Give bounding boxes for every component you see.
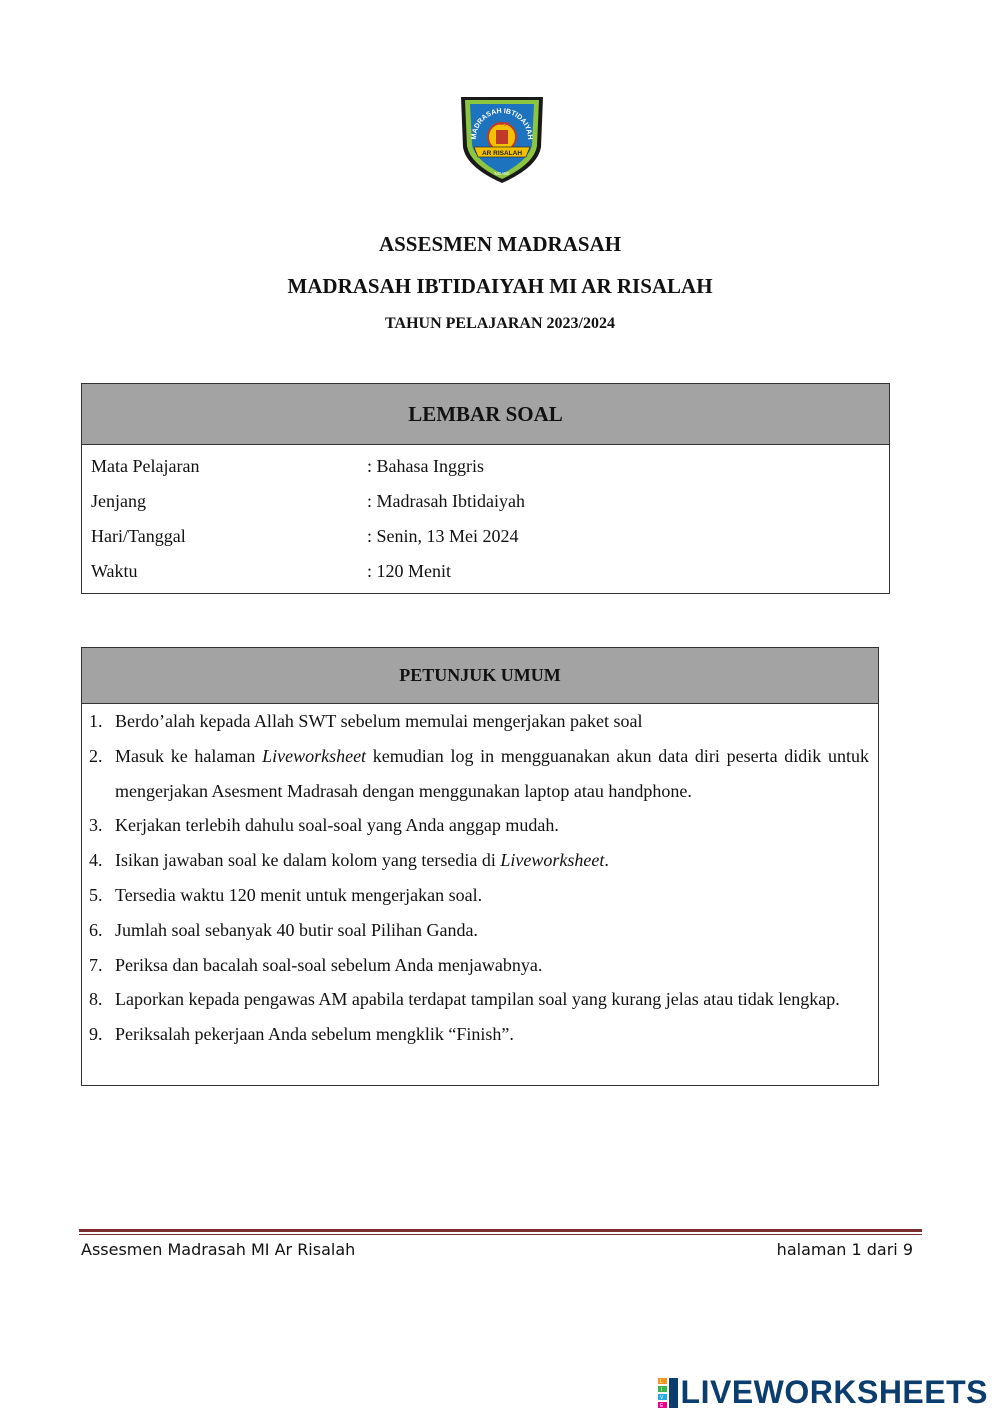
svg-text:L: L [659, 1378, 663, 1385]
liveworksheets-brand[interactable] [658, 1374, 988, 1411]
title-school: MADRASAH IBTIDAIYAH MI AR RISALAH [287, 274, 713, 298]
lembar-soal-box [81, 383, 890, 594]
footer-rule-thin [79, 1234, 922, 1235]
instruction-item: 8. Laporkan kepada pengawas AM apabila terdapat tampilan soal yang kurang jelas atau tidak lengkap. [89, 989, 840, 1010]
footer-title: Assesmen Madrasah MI Ar Risalah [81, 1240, 356, 1259]
svg-text:MADRASAH IBTIDAIYAH: MADRASAH IBTIDAIYAH [470, 107, 534, 140]
liveworksheets-wordmark: LIVEWORKSHEETS [680, 1374, 988, 1410]
instruction-item: 5. Tersedia waktu 120 menit untuk mengerjakan soal. [89, 884, 483, 905]
title-academic-year: TAHUN PELAJARAN 2023/2024 [385, 315, 615, 332]
liveworksheet-term: Liveworksheet [500, 850, 605, 871]
footer-rule-thick [79, 1229, 922, 1232]
svg-text:الرسالة: الرسالة [494, 122, 510, 127]
title-assesmen: ASSESMEN MADRASAH [378, 232, 622, 256]
liveworksheets-logo-icon [658, 1378, 678, 1408]
svg-text:I: I [660, 1386, 662, 1393]
info-row-subject [91, 456, 484, 477]
petunjuk-umum-header: PETUNJUK UMUM [82, 648, 878, 704]
svg-text:V: V [659, 1394, 663, 1401]
petunjuk-umum-box [81, 647, 879, 1086]
svg-text:E: E [659, 1402, 663, 1408]
svg-text:AR RISALAH: AR RISALAH [481, 150, 523, 157]
info-value: : Bahasa Inggris [367, 456, 484, 476]
instruction-item: 6. Jumlah soal sebanyak 40 butir soal Pilihan Ganda. [89, 919, 478, 940]
instruction-item: 4. Isikan jawaban soal ke dalam kolom yang tersedia di Liveworksheet. [89, 850, 609, 871]
instruction-item: 9. Periksalah pekerjaan Anda sebelum mengklik “Finish”. [89, 1024, 514, 1045]
instruction-item: 7. Periksa dan bacalah soal-soal sebelum Anda menjawabnya. [89, 954, 543, 975]
info-value: : Senin, 13 Mei 2024 [367, 526, 519, 546]
info-label: Jenjang [91, 491, 146, 511]
info-row-time [91, 561, 451, 582]
svg-text:NGAWI: NGAWI [494, 171, 510, 176]
instruction-item: 1. Berdo’alah kepada Allah SWT sebelum memulai mengerjakan paket soal [89, 711, 643, 731]
instruction-item: 2. Masuk ke halaman Liveworksheet kemudian log in mengguanakan akun data diri peserta didik untuk mengerjakan Asesment Madrasah dengan menggunakan laptop atau handphone. [89, 745, 869, 801]
info-label: Waktu [91, 561, 138, 581]
page-number: halaman 1 dari 9 [776, 1240, 913, 1259]
info-label: Hari/Tanggal [91, 526, 186, 546]
info-row-date [91, 526, 519, 547]
info-label: Mata Pelajaran [91, 456, 200, 476]
info-value: : 120 Menit [367, 561, 451, 581]
info-value: : Madrasah Ibtidaiyah [367, 491, 525, 511]
school-logo [458, 95, 546, 185]
lembar-soal-header: LEMBAR SOAL [82, 384, 889, 445]
instruction-list [89, 704, 869, 1052]
info-row-level [91, 491, 525, 512]
instruction-item: 3. Kerjakan terlebih dahulu soal-soal yang Anda anggap mudah. [89, 815, 559, 836]
liveworksheet-term: Liveworksheet [262, 745, 367, 766]
